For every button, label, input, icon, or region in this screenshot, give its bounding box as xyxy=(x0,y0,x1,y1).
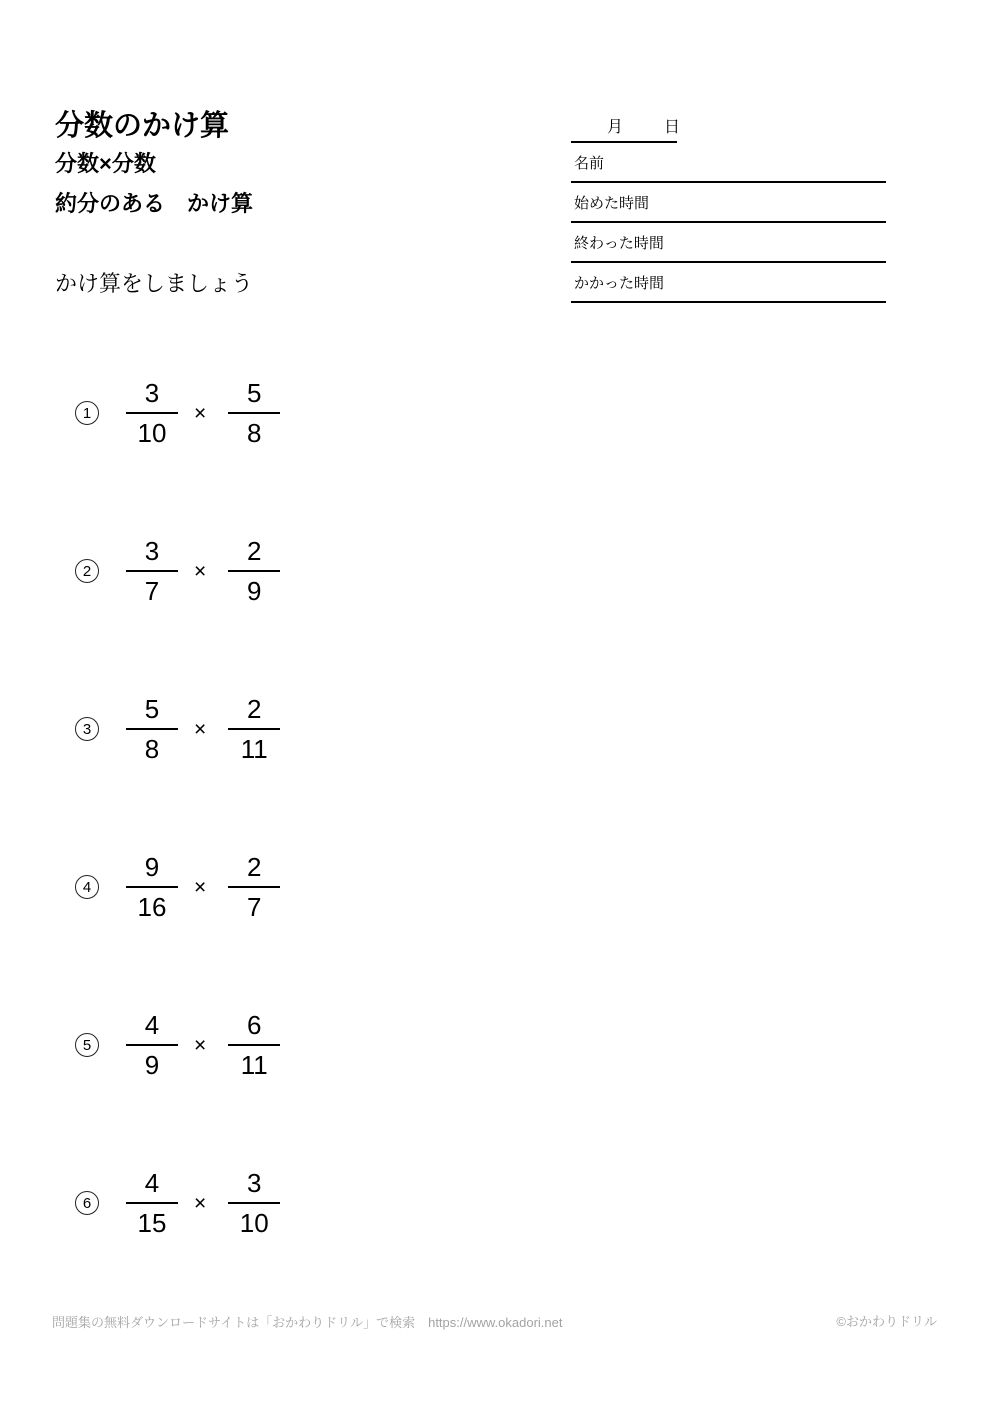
numerator: 9 xyxy=(144,852,160,882)
numerator: 5 xyxy=(144,694,160,724)
page-title: 分数のかけ算 xyxy=(55,110,230,142)
problem-number-badge: 4 xyxy=(75,875,99,899)
problem-row-3 xyxy=(75,650,280,808)
numerator: 6 xyxy=(247,1010,262,1040)
form-row-end-time xyxy=(571,223,886,263)
denominator: 8 xyxy=(228,412,280,446)
denominator: 9 xyxy=(126,1044,178,1078)
name-time-form xyxy=(571,110,886,303)
problem-row-4 xyxy=(75,808,280,966)
denominator: 7 xyxy=(228,886,280,920)
numerator: 2 xyxy=(247,852,262,882)
fraction-second xyxy=(228,538,280,604)
numerator: 2 xyxy=(247,694,262,724)
numerator: 4 xyxy=(144,1010,160,1040)
date-month-label: 月 xyxy=(607,119,624,136)
numerator: 2 xyxy=(247,536,262,566)
fraction-first xyxy=(126,696,178,762)
multiply-sign: × xyxy=(194,401,207,425)
problem-row-6 xyxy=(75,1124,280,1282)
fraction-second xyxy=(228,380,280,446)
denominator: 11 xyxy=(228,728,280,762)
problem-row-5 xyxy=(75,966,280,1124)
fraction-second xyxy=(228,1170,280,1236)
multiply-sign: × xyxy=(194,875,207,899)
form-row-elapsed-time xyxy=(571,263,886,303)
date-day-label: 日 xyxy=(664,119,681,136)
fraction-second xyxy=(228,854,280,920)
numerator: 3 xyxy=(247,1168,262,1198)
fraction-second xyxy=(228,1012,280,1078)
problem-number-badge: 3 xyxy=(75,717,99,741)
denominator: 11 xyxy=(228,1044,280,1078)
date-row xyxy=(571,110,681,143)
numerator: 3 xyxy=(144,536,160,566)
numerator: 4 xyxy=(144,1168,160,1198)
footer-copyright: ©おかわりドリル xyxy=(836,1314,937,1329)
form-row-label: 名前 xyxy=(574,154,605,172)
fraction-second xyxy=(228,696,280,762)
denominator: 16 xyxy=(126,886,178,920)
problem-number-badge: 5 xyxy=(75,1033,99,1057)
denominator: 7 xyxy=(126,570,178,604)
form-row-label: 始めた時間 xyxy=(574,194,650,212)
denominator: 10 xyxy=(228,1202,280,1236)
form-row-label: かかった時間 xyxy=(574,274,665,292)
problem-number-badge: 2 xyxy=(75,559,99,583)
subtitle-with-reduction: 約分のある かけ算 xyxy=(55,191,254,216)
instruction-text: かけ算をしましょう xyxy=(55,271,254,296)
fraction-first xyxy=(126,380,178,446)
multiply-sign: × xyxy=(194,717,207,741)
multiply-sign: × xyxy=(194,1191,207,1215)
multiply-sign: × xyxy=(194,1033,207,1057)
problem-number-badge: 6 xyxy=(75,1191,99,1215)
denominator: 8 xyxy=(126,728,178,762)
denominator: 15 xyxy=(126,1202,178,1236)
footer-search-hint: 問題集の無料ダウンロードサイトは「おかわりドリル」で検索 https://www.okadori.net xyxy=(52,1315,563,1330)
fraction-first xyxy=(126,1170,178,1236)
form-row-label: 終わった時間 xyxy=(574,234,664,252)
subtitle-fraction-times-fraction: 分数×分数 xyxy=(55,151,156,176)
denominator: 10 xyxy=(126,412,178,446)
numerator: 3 xyxy=(144,378,160,408)
fraction-first xyxy=(126,854,178,920)
problem-list xyxy=(75,334,280,1282)
numerator: 5 xyxy=(247,378,262,408)
fraction-first xyxy=(126,538,178,604)
fraction-first xyxy=(126,1012,178,1078)
problem-row-2 xyxy=(75,492,280,650)
denominator: 9 xyxy=(228,570,280,604)
form-row-name xyxy=(571,143,886,183)
problem-number-badge: 1 xyxy=(75,401,99,425)
multiply-sign: × xyxy=(194,559,207,583)
problem-row-1 xyxy=(75,334,280,492)
form-row-start-time xyxy=(571,183,886,223)
